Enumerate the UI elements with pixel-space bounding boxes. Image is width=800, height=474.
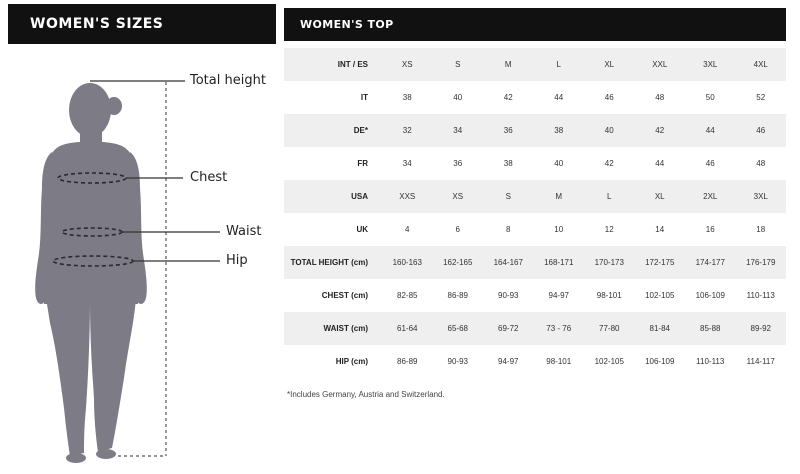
- row-label: WAIST (cm): [323, 324, 368, 333]
- table-cell: 86-89: [397, 357, 418, 366]
- table-cell: 44: [705, 126, 715, 135]
- table-row: [284, 312, 786, 345]
- table-cell: 48: [655, 93, 665, 102]
- table-cell: 42: [655, 126, 665, 135]
- waist-label: Waist: [226, 224, 262, 239]
- table-cell: 90-93: [447, 357, 468, 366]
- table-cell: 2XL: [703, 192, 718, 201]
- table-cell: 46: [756, 126, 766, 135]
- woman-silhouette: [35, 83, 147, 463]
- table-row: [284, 345, 786, 378]
- table-cell: L: [556, 60, 561, 69]
- row-label: IT: [360, 93, 368, 102]
- table-cell: 170-173: [594, 258, 624, 267]
- table-cell: 44: [554, 93, 564, 102]
- table-cell: 168-171: [544, 258, 574, 267]
- table-cell: 73 - 76: [546, 324, 572, 333]
- table-cell: 52: [756, 93, 766, 102]
- table-cell: 176-179: [746, 258, 776, 267]
- table-cell: 16: [705, 225, 715, 234]
- table-cell: S: [455, 60, 461, 69]
- table-cell: 98-101: [546, 357, 572, 366]
- row-label: UK: [356, 225, 368, 234]
- table-cell: 94-97: [548, 291, 569, 300]
- chest-label: Chest: [190, 170, 228, 185]
- table-row: [284, 213, 786, 246]
- table-cell: 110-113: [696, 357, 725, 366]
- table-cell: 160-163: [392, 258, 422, 267]
- table-cell: 69-72: [498, 324, 519, 333]
- table-row: [284, 147, 786, 180]
- table-cell: 174-177: [695, 258, 725, 267]
- table-cell: 89-92: [750, 324, 771, 333]
- table-cell: 172-175: [645, 258, 675, 267]
- womens-top-title: WOMEN'S TOP: [300, 18, 394, 31]
- table-cell: 42: [604, 159, 614, 168]
- table-cell: 38: [554, 126, 564, 135]
- table-cell: 61-64: [397, 324, 418, 333]
- table-cell: 4XL: [753, 60, 768, 69]
- table-cell: M: [555, 192, 563, 201]
- table-cell: 90-93: [498, 291, 519, 300]
- table-cell: 14: [655, 225, 665, 234]
- table-cell: 85-88: [700, 324, 721, 333]
- table-cell: XXL: [652, 60, 668, 69]
- table-cell: 82-85: [397, 291, 418, 300]
- table-cell: 164-167: [493, 258, 523, 267]
- table-cell: 77-80: [599, 324, 620, 333]
- table-cell: 8: [506, 225, 511, 234]
- table-cell: 98-101: [596, 291, 622, 300]
- table-cell: 114-117: [746, 357, 775, 366]
- table-cell: M: [504, 60, 512, 69]
- table-cell: 102-105: [594, 357, 624, 366]
- row-label: DE*: [353, 126, 368, 135]
- table-cell: XL: [604, 60, 615, 69]
- table-cell: 36: [453, 159, 463, 168]
- table-cell: 4: [405, 225, 410, 234]
- table-row: [284, 279, 786, 312]
- table-cell: XL: [654, 192, 665, 201]
- row-label: TOTAL HEIGHT (cm): [290, 258, 368, 267]
- table-cell: 10: [554, 225, 564, 234]
- table-row: [284, 48, 786, 81]
- table-cell: 106-109: [645, 357, 675, 366]
- row-label: INT / ES: [337, 60, 368, 69]
- table-cell: 34: [453, 126, 463, 135]
- table-cell: 86-89: [447, 291, 468, 300]
- womens-sizes-title: WOMEN'S SIZES: [30, 16, 164, 32]
- table-cell: 3XL: [703, 60, 718, 69]
- table-cell: 42: [503, 93, 513, 102]
- table-cell: 106-109: [695, 291, 725, 300]
- womens-top-header: [284, 8, 786, 41]
- row-label: FR: [357, 159, 368, 168]
- hip-label: Hip: [226, 253, 248, 268]
- table-cell: 18: [756, 225, 766, 234]
- table-cell: 6: [455, 225, 460, 234]
- table-cell: 38: [402, 93, 412, 102]
- table-row: [284, 246, 786, 279]
- table-cell: 46: [705, 159, 715, 168]
- footnote: *Includes Germany, Austria and Switzerland.: [287, 390, 445, 399]
- table-cell: 65-68: [447, 324, 468, 333]
- table-row: [284, 81, 786, 114]
- row-label: HIP (cm): [335, 357, 368, 366]
- table-cell: 94-97: [498, 357, 519, 366]
- table-row: [284, 114, 786, 147]
- table-cell: 38: [503, 159, 513, 168]
- size-conversion-table: [284, 48, 786, 378]
- table-cell: XS: [452, 192, 464, 201]
- table-cell: 81-84: [649, 324, 670, 333]
- table-cell: 44: [655, 159, 665, 168]
- table-cell: 40: [554, 159, 564, 168]
- table-cell: 34: [402, 159, 412, 168]
- table-cell: 32: [402, 126, 412, 135]
- womens-sizes-header: [8, 4, 276, 44]
- table-cell: 48: [756, 159, 766, 168]
- table-cell: S: [505, 192, 511, 201]
- table-cell: 102-105: [645, 291, 675, 300]
- table-cell: XS: [401, 60, 413, 69]
- table-row: [284, 180, 786, 213]
- table-cell: 3XL: [753, 192, 768, 201]
- table-cell: 12: [604, 225, 614, 234]
- table-cell: 162-165: [443, 258, 473, 267]
- total-height-label: Total height: [190, 73, 266, 88]
- table-cell: 46: [604, 93, 614, 102]
- table-cell: XXS: [399, 192, 416, 201]
- table-cell: 110-113: [746, 291, 775, 300]
- table-cell: 40: [453, 93, 463, 102]
- row-label: USA: [351, 192, 368, 201]
- row-label: CHEST (cm): [321, 291, 368, 300]
- table-cell: 40: [604, 126, 614, 135]
- table-cell: 50: [705, 93, 715, 102]
- table-cell: 36: [503, 126, 513, 135]
- table-cell: L: [607, 192, 612, 201]
